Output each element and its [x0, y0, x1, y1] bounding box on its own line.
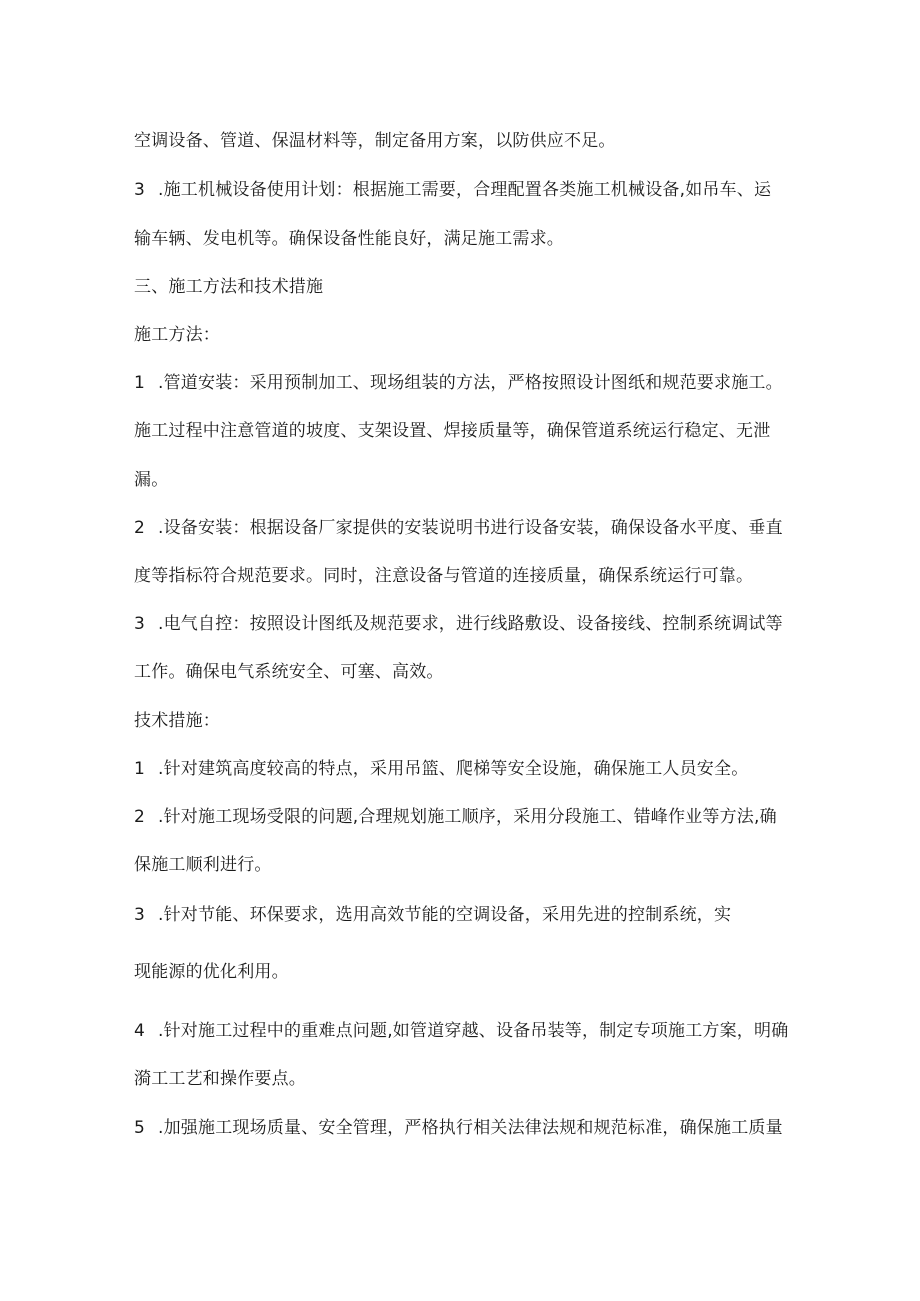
- text-line: 漏。: [134, 470, 169, 490]
- list-item: 3 .电气自控：按照设计图纸及规范要求，进行线路敷设、设备接线、控制系统调试等: [134, 614, 783, 634]
- list-item: 2 .针对施工现场受限的问题,合理规划施工顺序，采用分段施工、错峰作业等方法,确: [134, 807, 777, 827]
- list-number: 3: [134, 180, 146, 200]
- list-item: 4 .针对施工过程中的重难点问题,如管道穿越、设备吊装等，制定专项施工方案，明确: [134, 1021, 789, 1041]
- list-item: 3 .针对节能、环保要求，选用高效节能的空调设备，采用先进的控制系统，实: [134, 905, 732, 925]
- text-line: 施工过程中注意管道的坡度、支架设置、焊接质量等，确保管道系统运行稳定、无泄: [134, 421, 771, 441]
- text-line: 保施工顺利进行。: [134, 855, 272, 875]
- list-number: 1: [134, 373, 146, 393]
- section-heading: 三、施工方法和技术措施: [134, 277, 324, 297]
- list-number: 2: [134, 518, 146, 538]
- list-number: 1: [134, 759, 146, 779]
- text-line: 漪工工艺和操作要点。: [134, 1069, 306, 1089]
- subheading: 技术措施：: [134, 711, 220, 731]
- list-item: 3 .施工机械设备使用计划：根据施工需要，合理配置各类施工机械设备,如吊车、运: [134, 180, 772, 200]
- text-line: 输车辆、发电机等。确保设备性能良好，满足施工需求。: [134, 229, 564, 249]
- list-item: 1 .针对建筑高度较高的特点，采用吊篮、爬梯等安全设施，确保施工人员安全。: [134, 759, 749, 779]
- list-number: 5: [134, 1118, 146, 1138]
- list-number: 3: [134, 905, 146, 925]
- text-line: 空调设备、管道、保温材料等，制定备用方案，以防供应不足。: [134, 131, 616, 151]
- text-line: 度等指标符合规范要求。同时，注意设备与管道的连接质量，确保系统运行可靠。: [134, 566, 754, 586]
- list-item: 2 .设备安装：根据设备厂家提供的安装说明书进行设备安装，确保设备水平度、垂直: [134, 518, 783, 538]
- list-item: 1 .管道安装：采用预制加工、现场组装的方法，严格按照设计图纸和规范要求施工。: [134, 373, 783, 393]
- list-item: 5 .加强施工现场质量、安全管理，严格执行相关法律法规和规范标准，确保施工质量: [134, 1118, 783, 1138]
- list-number: 4: [134, 1021, 146, 1041]
- text-line: 工作。确保电气系统安全、可塞、高效。: [134, 662, 444, 682]
- text-line: 现能源的优化利用。: [134, 962, 289, 982]
- subheading: 施工方法：: [134, 325, 220, 345]
- list-number: 2: [134, 807, 146, 827]
- list-number: 3: [134, 614, 146, 634]
